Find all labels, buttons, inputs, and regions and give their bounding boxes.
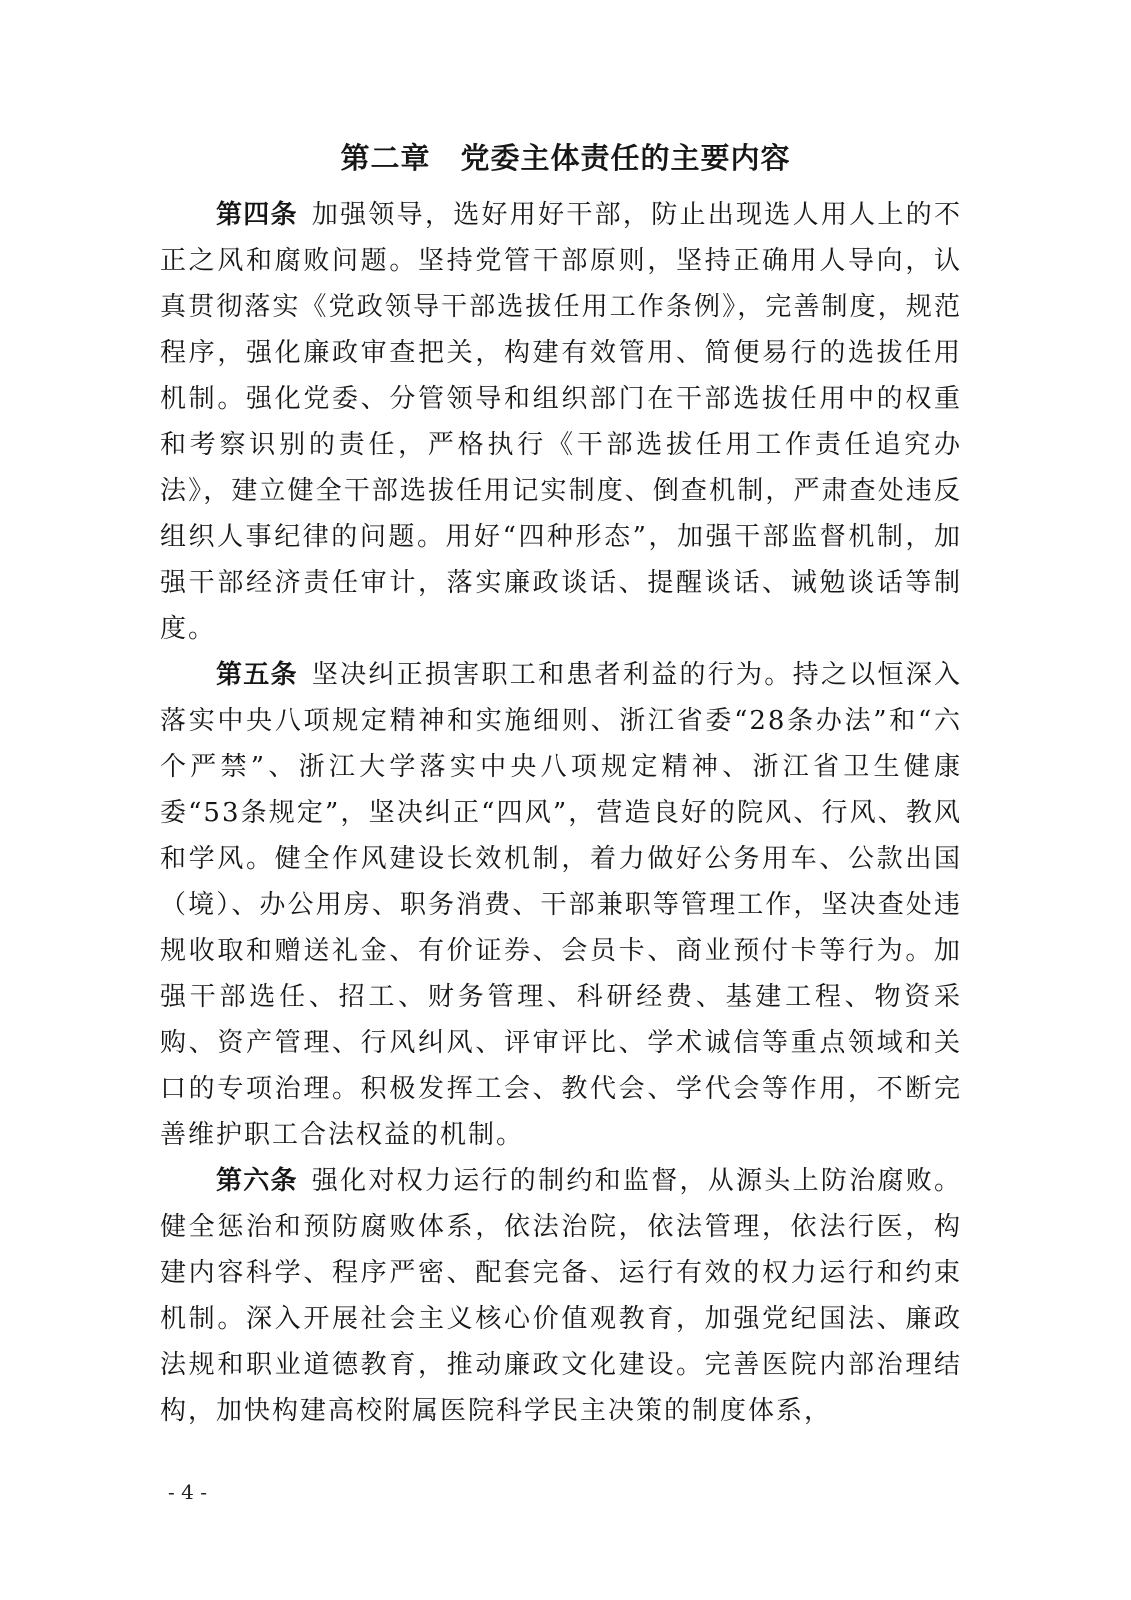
article-text: 加强领导，选好用好干部，防止出现选人用人上的不正之风和腐败问题。坚持党管干部原则，坚持正确用人导向，认真贯彻落实《党政领导干部选拔任用工作条例》，完善制度，规范程序，强化廉政审查把关，构建有效管用、简便易行的选拔任用机制。强化党委、分管领导和组织部门在干部选拔任用中的权重和考察识别的责任，严格执行《干部选拔任用工作责任追究办法》，建立健全干部选拔任用记实制度、倒查机制，严肃查处违反组织人事纪律的问题。用好“四种形态”，加强干部监督机制，加强干部经济责任审计，落实廉政谈话、提醒谈话、诫勉谈话等制度。 bbox=[160, 200, 962, 644]
article-number: 第六条 bbox=[216, 1166, 298, 1196]
document-body bbox=[160, 192, 962, 1434]
article-paragraph-5 bbox=[160, 652, 962, 1158]
article-number: 第五条 bbox=[216, 660, 298, 690]
page-number: - 4 - bbox=[168, 1480, 207, 1504]
article-text: 坚决纠正损害职工和患者利益的行为。持之以恒深入落实中央八项规定精神和实施细则、浙江省委“28条办法”和“六个严禁”、浙江大学落实中央八项规定精神、浙江省卫生健康委“53条规定”，坚决纠正“四风”，营造良好的院风、行风、教风和学风。健全作风建设长效机制，着力做好公务用车、公款出国（境）、办公用房、职务消费、干部兼职等管理工作，坚决查处违规收取和赠送礼金、有价证券、会员卡、商业预付卡等行为。加强干部选任、招工、财务管理、科研经费、基建工程、物资采购、资产管理、行风纠风、评审评比、学术诚信等重点领域和关口的专项治理。积极发挥工会、教代会、学代会等作用，不断完善维护职工合法权益的机制。 bbox=[160, 660, 962, 1150]
article-paragraph-4 bbox=[160, 192, 962, 652]
article-text: 强化对权力运行的制约和监督，从源头上防治腐败。健全惩治和预防腐败体系，依法治院，依法管理，依法行医，构建内容科学、程序严密、配套完备、运行有效的权力运行和约束机制。深入开展社会主义核心价值观教育，加强党纪国法、廉政法规和职业道德教育，推动廉政文化建设。完善医院内部治理结构，加快构建高校附属医院科学民主决策的制度体系， bbox=[160, 1166, 962, 1426]
article-paragraph-6 bbox=[160, 1158, 962, 1434]
chapter-title: 第二章 党委主体责任的主要内容 bbox=[340, 141, 791, 175]
article-number: 第四条 bbox=[216, 200, 298, 230]
